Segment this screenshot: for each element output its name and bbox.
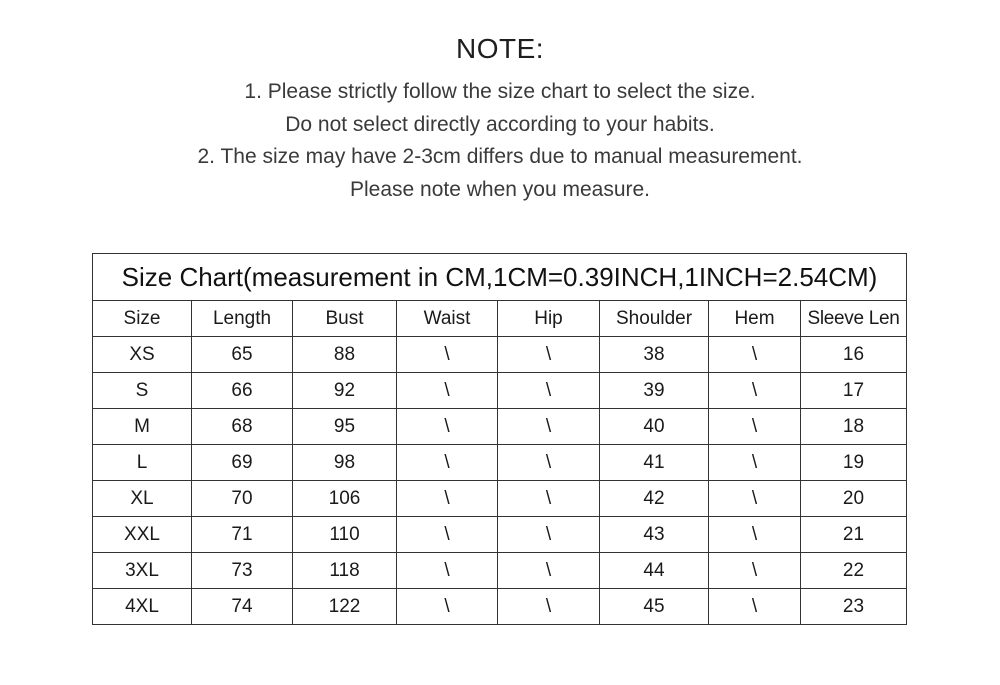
note-line: Do not select directly according to your habits. bbox=[285, 112, 715, 136]
cell-shoulder: 39 bbox=[600, 373, 709, 409]
cell-bust: 88 bbox=[293, 337, 397, 373]
table-row bbox=[93, 517, 907, 553]
column-header-sleeve-length: Sleeve Len bbox=[801, 301, 907, 337]
column-header-hem: Hem bbox=[709, 301, 801, 337]
column-header-size: Size bbox=[93, 301, 192, 337]
cell-shoulder: 41 bbox=[600, 445, 709, 481]
column-header-hip: Hip bbox=[498, 301, 600, 337]
cell-hem: \ bbox=[709, 553, 801, 589]
cell-length: 71 bbox=[192, 517, 293, 553]
note-line: 1. Please strictly follow the size chart to select the size. bbox=[244, 80, 756, 103]
cell-waist: \ bbox=[397, 409, 498, 445]
cell-length: 68 bbox=[192, 409, 293, 445]
cell-bust: 92 bbox=[293, 373, 397, 409]
note-line: 2. The size may have 2-3cm differs due to manual measurement. bbox=[197, 145, 803, 168]
cell-size: 3XL bbox=[93, 553, 192, 589]
cell-bust: 106 bbox=[293, 481, 397, 517]
cell-hem: \ bbox=[709, 373, 801, 409]
column-header-bust: Bust bbox=[293, 301, 397, 337]
cell-sleeve-length: 18 bbox=[801, 409, 907, 445]
cell-length: 70 bbox=[192, 481, 293, 517]
cell-waist: \ bbox=[397, 589, 498, 625]
cell-hip: \ bbox=[498, 481, 600, 517]
column-header-length: Length bbox=[192, 301, 293, 337]
cell-waist: \ bbox=[397, 337, 498, 373]
cell-length: 65 bbox=[192, 337, 293, 373]
table-row bbox=[93, 373, 907, 409]
note-section bbox=[0, 30, 1000, 206]
cell-waist: \ bbox=[397, 553, 498, 589]
cell-hem: \ bbox=[709, 409, 801, 445]
cell-hem: \ bbox=[709, 337, 801, 373]
table-row bbox=[93, 553, 907, 589]
cell-hip: \ bbox=[498, 373, 600, 409]
cell-sleeve-length: 22 bbox=[801, 553, 907, 589]
note-line: Please note when you measure. bbox=[349, 177, 651, 201]
cell-length: 66 bbox=[192, 373, 293, 409]
cell-size: S bbox=[93, 373, 192, 409]
table-row bbox=[93, 409, 907, 445]
cell-size: L bbox=[93, 445, 192, 481]
cell-hip: \ bbox=[498, 409, 600, 445]
cell-size: M bbox=[93, 409, 192, 445]
cell-bust: 118 bbox=[293, 553, 397, 589]
cell-sleeve-length: 19 bbox=[801, 445, 907, 481]
table-row bbox=[93, 337, 907, 373]
cell-waist: \ bbox=[397, 517, 498, 553]
cell-waist: \ bbox=[397, 445, 498, 481]
cell-hem: \ bbox=[709, 445, 801, 481]
cell-hip: \ bbox=[498, 445, 600, 481]
column-header-waist: Waist bbox=[397, 301, 498, 337]
cell-bust: 122 bbox=[293, 589, 397, 625]
cell-sleeve-length: 21 bbox=[801, 517, 907, 553]
cell-waist: \ bbox=[397, 481, 498, 517]
cell-hip: \ bbox=[498, 337, 600, 373]
cell-size: XL bbox=[93, 481, 192, 517]
cell-sleeve-length: 23 bbox=[801, 589, 907, 625]
cell-length: 73 bbox=[192, 553, 293, 589]
size-chart bbox=[92, 253, 906, 625]
cell-hem: \ bbox=[709, 517, 801, 553]
cell-shoulder: 44 bbox=[600, 553, 709, 589]
cell-shoulder: 38 bbox=[600, 337, 709, 373]
cell-hip: \ bbox=[498, 517, 600, 553]
cell-bust: 95 bbox=[293, 409, 397, 445]
column-header-shoulder: Shoulder bbox=[600, 301, 709, 337]
size-table bbox=[92, 253, 907, 625]
note-title: NOTE: bbox=[455, 33, 545, 64]
cell-waist: \ bbox=[397, 373, 498, 409]
cell-bust: 98 bbox=[293, 445, 397, 481]
cell-sleeve-length: 20 bbox=[801, 481, 907, 517]
cell-shoulder: 42 bbox=[600, 481, 709, 517]
cell-sleeve-length: 17 bbox=[801, 373, 907, 409]
cell-length: 74 bbox=[192, 589, 293, 625]
table-row bbox=[93, 481, 907, 517]
cell-length: 69 bbox=[192, 445, 293, 481]
header-row bbox=[93, 301, 907, 337]
cell-shoulder: 43 bbox=[600, 517, 709, 553]
cell-hem: \ bbox=[709, 481, 801, 517]
cell-size: 4XL bbox=[93, 589, 192, 625]
cell-shoulder: 40 bbox=[600, 409, 709, 445]
cell-size: XXL bbox=[93, 517, 192, 553]
cell-sleeve-length: 16 bbox=[801, 337, 907, 373]
table-row bbox=[93, 589, 907, 625]
cell-hip: \ bbox=[498, 589, 600, 625]
cell-hem: \ bbox=[709, 589, 801, 625]
cell-hip: \ bbox=[498, 553, 600, 589]
cell-size: XS bbox=[93, 337, 192, 373]
table-row bbox=[93, 445, 907, 481]
size-chart-title: Size Chart(measurement in CM,1CM=0.39INCH,1INCH=2.54CM) bbox=[92, 253, 907, 300]
cell-shoulder: 45 bbox=[600, 589, 709, 625]
size-table-body bbox=[93, 337, 907, 625]
cell-bust: 110 bbox=[293, 517, 397, 553]
